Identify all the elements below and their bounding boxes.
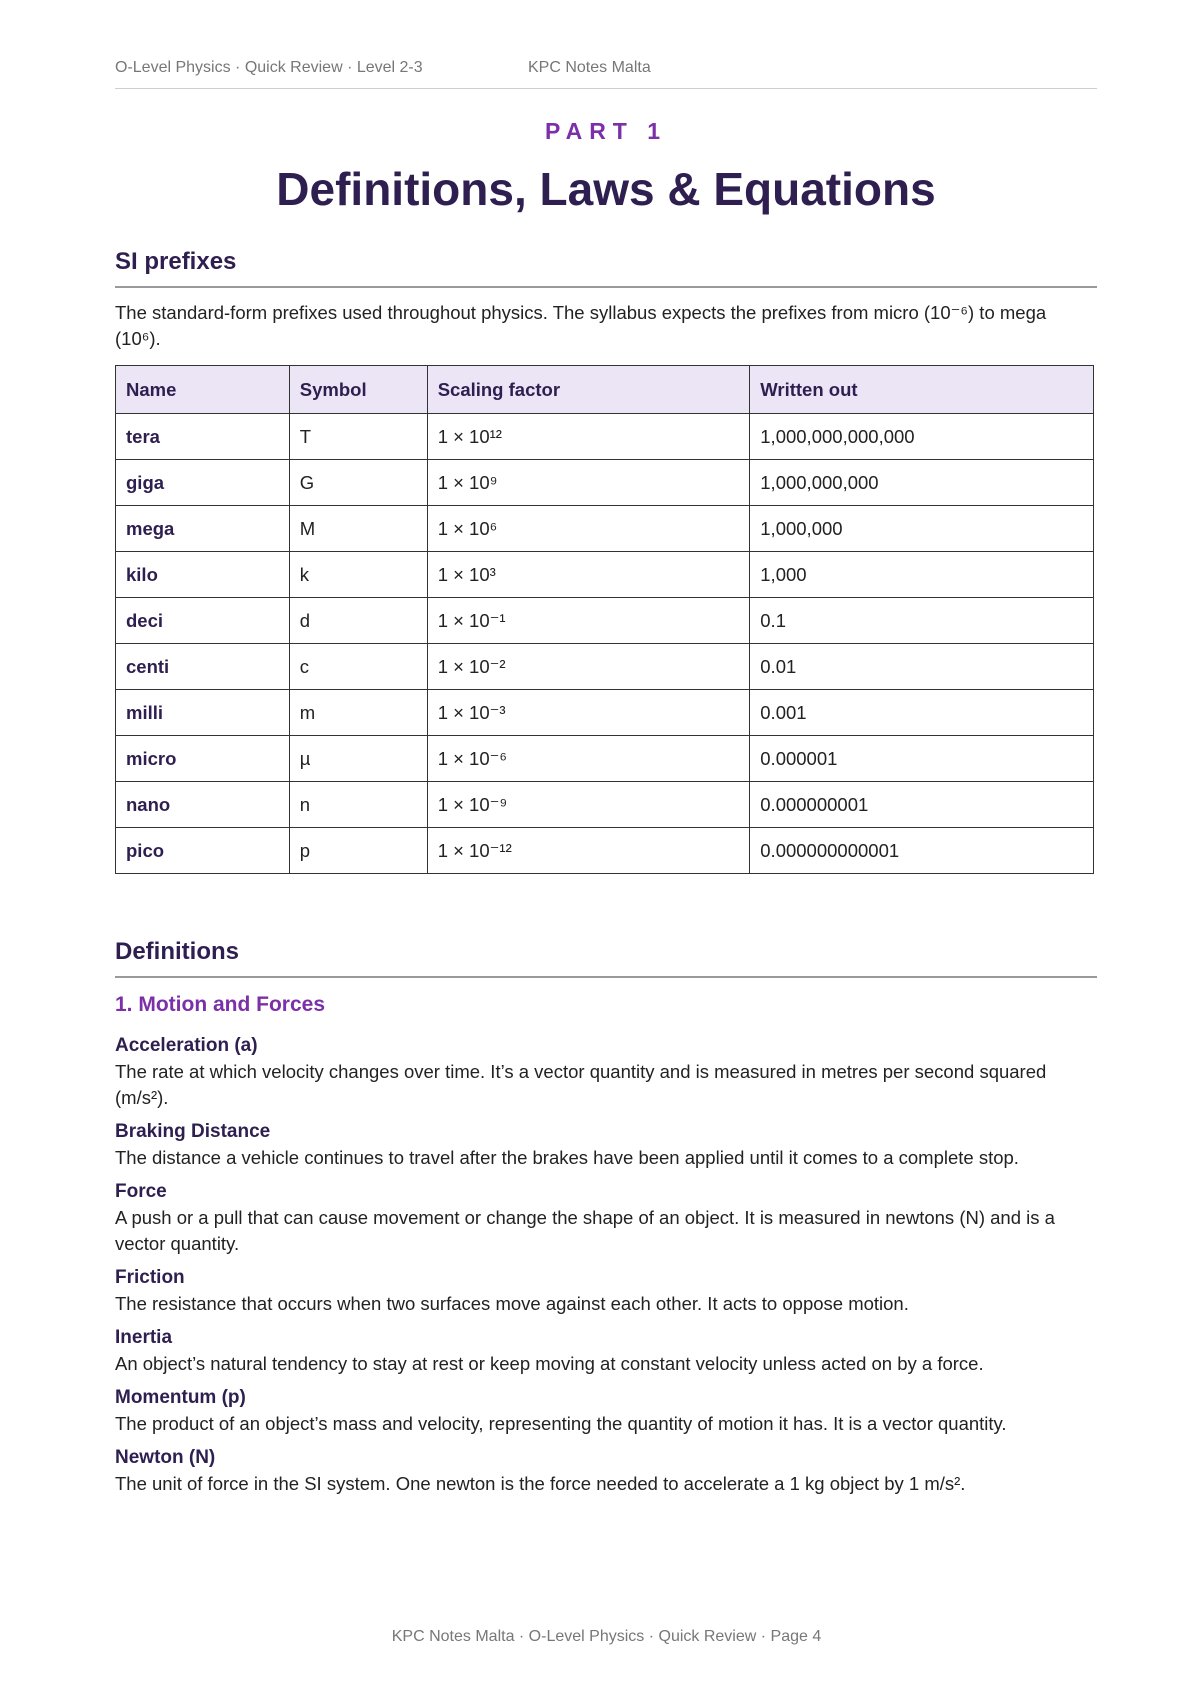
cell-scaling-factor: 1 × 10⁻³ <box>427 690 750 736</box>
definition-text: The unit of force in the SI system. One newton is the force needed to accelerate a 1 kg object by 1 m/s². <box>115 1473 966 1494</box>
cell-symbol: d <box>289 598 427 644</box>
definition-item <box>115 1033 1095 1111</box>
table-row <box>116 598 1094 644</box>
cell-scaling-factor: 1 × 10⁻⁹ <box>427 782 750 828</box>
cell-written-out: 0.000001 <box>750 736 1094 782</box>
cell-written-out: 1,000,000,000 <box>750 460 1094 506</box>
definition-text: A push or a pull that can cause movement or change the shape of an object. It is measured in newtons (N) and is a vector quantity. <box>115 1207 1055 1254</box>
definition-term: Acceleration (a) <box>115 1035 258 1056</box>
definition-item <box>115 1325 1095 1377</box>
cell-symbol: k <box>289 552 427 598</box>
table-row <box>116 506 1094 552</box>
running-header <box>115 56 1097 89</box>
cell-prefix-name: centi <box>116 644 290 690</box>
definition-item <box>115 1265 1095 1317</box>
cell-symbol: m <box>289 690 427 736</box>
header-left-text: O-Level Physics · Quick Review · Level 2-3 <box>115 59 423 76</box>
definition-text: The distance a vehicle continues to travel after the brakes have been applied until it comes to a complete stop. <box>115 1147 1019 1168</box>
definition-term: Force <box>115 1181 167 1202</box>
definition-text: The product of an object’s mass and velocity, representing the quantity of motion it has. It is a vector quantity. <box>115 1413 1007 1434</box>
cell-scaling-factor: 1 × 10³ <box>427 552 750 598</box>
cell-prefix-name: giga <box>116 460 290 506</box>
definition-term: Newton (N) <box>115 1447 216 1468</box>
cell-scaling-factor: 1 × 10⁻¹ <box>427 598 750 644</box>
cell-prefix-name: mega <box>116 506 290 552</box>
cell-written-out: 0.001 <box>750 690 1094 736</box>
table-row <box>116 690 1094 736</box>
table-row <box>116 644 1094 690</box>
cell-scaling-factor: 1 × 10⁹ <box>427 460 750 506</box>
motion-forces-subheading: 1. Motion and Forces <box>115 993 326 1016</box>
cell-symbol: T <box>289 414 427 460</box>
column-header-scaling-factor: Scaling factor <box>427 366 750 414</box>
cell-prefix-name: micro <box>116 736 290 782</box>
cell-written-out: 0.1 <box>750 598 1094 644</box>
definition-text: The resistance that occurs when two surfaces move against each other. It acts to oppose motion. <box>115 1293 909 1314</box>
cell-scaling-factor: 1 × 10⁻⁶ <box>427 736 750 782</box>
cell-scaling-factor: 1 × 10⁶ <box>427 506 750 552</box>
table-row <box>116 828 1094 874</box>
cell-written-out: 0.000000000001 <box>750 828 1094 874</box>
definition-item <box>115 1179 1095 1257</box>
table-row <box>116 414 1094 460</box>
definition-item <box>115 1385 1095 1437</box>
si-prefixes-intro: The standard-form prefixes used throughout physics. The syllabus expects the prefixes from micro (10⁻⁶) to mega (10⁶). <box>115 302 1047 349</box>
column-header-written-out: Written out <box>750 366 1094 414</box>
definition-item <box>115 1119 1095 1171</box>
column-header-symbol: Symbol <box>289 366 427 414</box>
cell-written-out: 0.01 <box>750 644 1094 690</box>
cell-symbol: c <box>289 644 427 690</box>
part-label: PART 1 <box>544 118 668 144</box>
si-prefixes-heading: SI prefixes <box>115 248 1097 288</box>
page-title: Definitions, Laws & Equations <box>276 163 936 215</box>
si-prefix-table <box>115 365 1094 874</box>
cell-prefix-name: kilo <box>116 552 290 598</box>
cell-prefix-name: tera <box>116 414 290 460</box>
cell-written-out: 1,000,000 <box>750 506 1094 552</box>
cell-prefix-name: milli <box>116 690 290 736</box>
definition-term: Braking Distance <box>115 1121 271 1142</box>
definition-term: Friction <box>115 1267 185 1288</box>
table-body <box>116 414 1094 874</box>
cell-scaling-factor: 1 × 10¹² <box>427 414 750 460</box>
cell-prefix-name: nano <box>116 782 290 828</box>
cell-symbol: M <box>289 506 427 552</box>
cell-written-out: 1,000,000,000,000 <box>750 414 1094 460</box>
table-row <box>116 552 1094 598</box>
cell-scaling-factor: 1 × 10⁻¹² <box>427 828 750 874</box>
definition-item <box>115 1445 1095 1497</box>
table-header-row <box>116 366 1094 414</box>
header-right-text: KPC Notes Malta <box>528 59 651 76</box>
cell-prefix-name: deci <box>116 598 290 644</box>
cell-prefix-name: pico <box>116 828 290 874</box>
cell-symbol: p <box>289 828 427 874</box>
table-row <box>116 460 1094 506</box>
table-row <box>116 736 1094 782</box>
cell-symbol: n <box>289 782 427 828</box>
definition-text: An object’s natural tendency to stay at rest or keep moving at constant velocity unless acted on by a force. <box>115 1353 984 1374</box>
page-footer: KPC Notes Malta · O-Level Physics · Quick Review · Page 4 <box>391 1628 822 1645</box>
column-header-name: Name <box>116 366 290 414</box>
definition-term: Inertia <box>115 1327 173 1348</box>
cell-symbol: µ <box>289 736 427 782</box>
cell-written-out: 0.000000001 <box>750 782 1094 828</box>
definitions-list <box>115 1033 1095 1505</box>
definitions-heading: Definitions <box>115 938 1097 978</box>
table-row <box>116 782 1094 828</box>
cell-scaling-factor: 1 × 10⁻² <box>427 644 750 690</box>
definition-text: The rate at which velocity changes over time. It’s a vector quantity and is measured in metres per second squared (m/s²). <box>115 1061 1047 1108</box>
cell-written-out: 1,000 <box>750 552 1094 598</box>
definition-term: Momentum (p) <box>115 1387 246 1408</box>
cell-symbol: G <box>289 460 427 506</box>
